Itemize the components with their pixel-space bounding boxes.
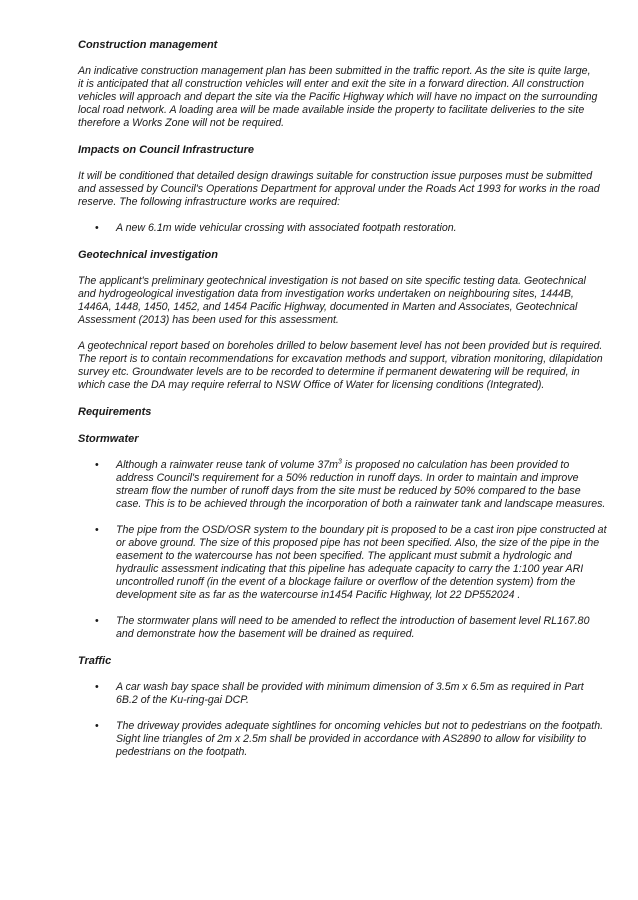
traffic-heading: Traffic [78,655,112,667]
list-item-text: A new 6.1m wide vehicular crossing with associated footpath restoration. [116,222,457,234]
bullet-glyph: • [95,615,99,627]
bullet-glyph: • [95,459,99,471]
infrastructure-paragraph: It will be conditioned that detailed design drawings suitable for construction issue purposes must be submitted and assessed by Council's Operations Department for approval under the Roads Act 1993 for works in the road reserve. The following infrastructure works are required: [78,170,600,208]
construction-heading: Construction management [78,39,218,51]
bullet-glyph: • [95,720,99,732]
list-item-text: A car wash bay space shall be provided with minimum dimension of 3.5m x 6.5m as required in Part 6B.2 of the Ku-ring-gai DCP. [116,681,584,706]
list-item-text: The pipe from the OSD/OSR system to the boundary pit is proposed to be a cast iron pipe constructed at or above ground. The size of this proposed pipe has not been specified. Also, the size of the pipe in the easement to the watercourse has not been specified. The applicant must submit a hydrologic and hydraulic assessment indicating that this pipeline has adequate capacity to carry the 1:100 year ARI uncontrolled runoff (in the event of a blockage failure or overflow of the detention system) from the development site as far as the watercourse in1454 Pacific Highway, lot 22 DP552024 . [116,524,607,601]
list-item [78,615,608,641]
list-item-text: The driveway provides adequate sightlines for oncoming vehicles but not to pedestrians on the footpath. Sight line triangles of 2m x 2.5m shall be provided in accordance with AS2890 to allow for visibility to pedestrians on the footpath. [116,720,604,758]
stormwater-bullet-list [78,459,608,641]
construction-paragraph: An indicative construction management plan has been submitted in the traffic report. As the site is quite large, it is anticipated that all construction vehicles will enter and exit the site in a forward direction. All construction vehicles will approach and depart the site via the Pacific Highway which will have no impact on the surrounding local road network. A loading area will be made available inside the property to facilitate deliveries to the site therefore a Works Zone will not be required. [78,65,598,129]
superscript: 3 [338,458,342,466]
infrastructure-bullet-list [78,222,608,235]
geotechnical-heading: Geotechnical investigation [78,249,218,261]
list-item [78,222,608,235]
list-item-text: Although a rainwater reuse tank of volume $37m^3$ is proposed no calculation has been provided to address Council's requirement for a 50% reduction in runoff days. In order to maintain and improve stream flow the number of runoff days from the site must be reduced by 50% compared to the base case. This is to be achieved through the incorporation of both a rainwater tank and landscape measures. [116,458,606,510]
requirements-heading: Requirements [78,406,152,418]
list-item [78,524,608,602]
stormwater-heading: Stormwater [78,433,139,445]
bullet-glyph: • [95,524,99,536]
bullet-glyph: • [95,222,99,234]
geotechnical-paragraph-1: The applicant's preliminary geotechnical investigation is not based on site specific testing data. Geotechnical and hydrogeological investigation data from investigation works undertaken on neighbouring sites, 1444B, 1446A, 1448, 1450, 1452, and 1454 Pacific Highway, documented in Marten and Associates, Geotechnical Assessment (2013) has been used for this assessment. [78,275,586,326]
infrastructure-heading: Impacts on Council Infrastructure [78,144,255,156]
traffic-bullet-list [78,681,608,759]
bullet-glyph: • [95,681,99,693]
list-item [78,720,608,759]
geotechnical-paragraph-2: A geotechnical report based on boreholes drilled to below basement level has not been provided but is required. The report is to contain recommendations for excavation methods and support, vibration monitoring, dilapidation survey etc. Groundwater levels are to be recorded to determine if permanent dewatering will be required, in which case the DA may require referral to NSW Office of Water for licensing conditions (Integrated). [78,340,603,391]
list-item [78,459,608,511]
list-item [78,681,608,707]
list-item-text: The stormwater plans will need to be amended to reflect the introduction of basement level RL167.80 and demonstrate how the basement will be drained as required. [116,615,590,640]
